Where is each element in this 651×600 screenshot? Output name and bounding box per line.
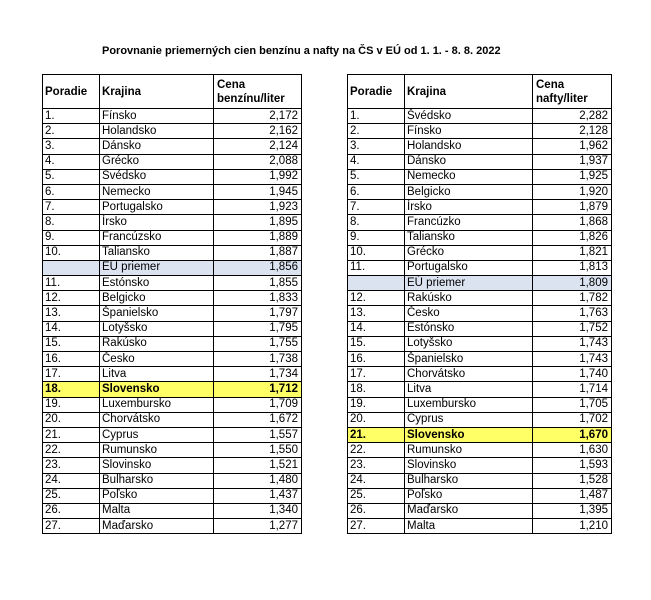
price-cell: 1,740 [533,367,612,382]
price-cell: 1,992 [214,169,302,184]
country-cell: Česko [405,306,533,321]
price-cell: 2,172 [214,109,302,124]
country-cell: Portugalsko [100,200,214,215]
rank-cell: 23. [348,458,405,473]
country-cell: Belgicko [100,291,214,306]
price-cell: 1,480 [214,473,302,488]
rank-cell: 13. [348,306,405,321]
country-cell: Belgicko [405,184,533,199]
rank-cell: 21. [43,427,100,442]
rank-cell: 25. [43,488,100,503]
price-cell: 1,670 [533,427,612,442]
country-cell: Grécko [405,245,533,260]
table-row [43,488,302,503]
country-cell: Maďarsko [100,519,214,534]
table-row [43,124,302,139]
rank-cell: 5. [43,169,100,184]
price-cell: 1,797 [214,306,302,321]
column-header-rank: Poradie [43,75,100,109]
table-row [43,291,302,306]
rank-cell: 14. [43,321,100,336]
price-cell: 1,763 [533,306,612,321]
column-header-country: Krajina [405,75,533,109]
country-cell: Dánsko [405,154,533,169]
country-cell: Malta [100,503,214,518]
rank-cell: 14. [348,321,405,336]
country-cell: Španielsko [100,306,214,321]
country-cell: Fínsko [405,124,533,139]
country-cell: Luxembursko [100,397,214,412]
rank-cell: 17. [43,367,100,382]
price-cell: 1,630 [533,443,612,458]
highlighted-row [43,382,302,397]
table-row [43,503,302,518]
rank-cell: 19. [43,397,100,412]
table-row [43,321,302,336]
country-cell: Malta [405,519,533,534]
country-cell: Nemecko [405,169,533,184]
country-cell: Francúzko [405,215,533,230]
rank-cell: 6. [43,184,100,199]
price-cell: 1,743 [533,352,612,367]
rank-cell: 11. [348,260,405,275]
table-row [348,230,612,245]
price-cell: 1,868 [533,215,612,230]
price-cell: 1,962 [533,139,612,154]
rank-cell: 10. [43,245,100,260]
table-header-row [43,75,302,109]
table-row [43,367,302,382]
rank-cell: 20. [348,412,405,427]
country-cell: Luxembursko [405,397,533,412]
table-row [348,397,612,412]
table-row [348,367,612,382]
price-cell: 1,593 [533,458,612,473]
price-cell: 1,879 [533,200,612,215]
price-cell: 1,705 [533,397,612,412]
table-row [348,184,612,199]
country-cell: Švédsko [405,109,533,124]
table-row [43,169,302,184]
rank-cell: 13. [43,306,100,321]
rank-cell: 26. [348,503,405,518]
country-cell: Slovensko [405,427,533,442]
country-cell: Litva [100,367,214,382]
country-cell: Rakúsko [405,291,533,306]
price-cell: 1,437 [214,488,302,503]
price-cell: 1,923 [214,200,302,215]
rank-cell: 9. [348,230,405,245]
country-cell: Fínsko [100,109,214,124]
rank-cell: 27. [348,519,405,534]
country-cell: Cyprus [405,412,533,427]
price-cell: 1,487 [533,488,612,503]
country-cell: Rumunsko [405,443,533,458]
page-title: Porovnanie priemerných cien benzínu a nafty na ČS v EÚ od 1. 1. - 8. 8. 2022 [102,45,501,57]
table-row [348,503,612,518]
table-row [348,488,612,503]
rank-cell: 12. [348,291,405,306]
column-header-country: Krajina [100,75,214,109]
price-cell: 1,709 [214,397,302,412]
table-row [43,184,302,199]
price-cell: 1,277 [214,519,302,534]
rank-cell: 4. [348,154,405,169]
price-cell: 1,557 [214,427,302,442]
country-cell: Lotyšsko [405,336,533,351]
column-header-price: Cena nafty/liter [533,75,612,109]
table-row [348,519,612,534]
rank-cell: 23. [43,458,100,473]
table-row [348,473,612,488]
table-row [43,443,302,458]
table-row [348,260,612,275]
rank-cell: 15. [43,336,100,351]
highlighted-row [348,427,612,442]
table-row [348,291,612,306]
rank-cell: 7. [43,200,100,215]
table-row [43,427,302,442]
table-row [348,215,612,230]
rank-cell: 3. [348,139,405,154]
price-cell: 1,821 [533,245,612,260]
country-cell: Lotyšsko [100,321,214,336]
table-row [43,109,302,124]
country-cell: Slovinsko [405,458,533,473]
rank-cell: 12. [43,291,100,306]
column-header-rank: Poradie [348,75,405,109]
country-cell: Rakúsko [100,336,214,351]
table-row [348,336,612,351]
table-row [43,336,302,351]
price-cell: 1,734 [214,367,302,382]
country-cell: Rumunsko [100,443,214,458]
price-cell: 1,813 [533,260,612,275]
rank-cell: 16. [348,352,405,367]
rank-cell: 15. [348,336,405,351]
rank-cell: 9. [43,230,100,245]
table-row [348,443,612,458]
price-cell: 1,920 [533,184,612,199]
country-cell: Taliansko [405,230,533,245]
price-cell: 1,755 [214,336,302,351]
table-row [43,154,302,169]
rank-cell: 25. [348,488,405,503]
eu-average-row [43,260,302,275]
table-row [43,306,302,321]
column-header-price: Cena benzínu/liter [214,75,302,109]
price-cell: 1,895 [214,215,302,230]
country-cell: Taliansko [100,245,214,260]
rank-cell: 11. [43,276,100,291]
rank-cell: 8. [43,215,100,230]
table-row [348,306,612,321]
country-cell: Írsko [100,215,214,230]
rank-cell: 24. [348,473,405,488]
table-row [348,352,612,367]
price-cell: 1,743 [533,336,612,351]
table-body [43,109,302,534]
price-cell: 1,925 [533,169,612,184]
country-cell: Estónsko [100,276,214,291]
rank-cell: 1. [43,109,100,124]
table-row [348,412,612,427]
country-cell: Chorvátsko [405,367,533,382]
table-row [43,139,302,154]
price-cell: 1,672 [214,412,302,427]
country-cell: Francúzsko [100,230,214,245]
price-cell: 1,856 [214,260,302,275]
country-cell: Chorvátsko [100,412,214,427]
country-cell: Maďarsko [405,503,533,518]
country-cell: Poľsko [100,488,214,503]
country-cell: Holandsko [405,139,533,154]
table-row [348,321,612,336]
rank-cell: 20. [43,412,100,427]
price-cell: 1,395 [533,503,612,518]
country-cell: Bulharsko [100,473,214,488]
price-cell: 1,521 [214,458,302,473]
country-cell: Slovinsko [100,458,214,473]
price-cell: 1,714 [533,382,612,397]
rank-cell: 2. [348,124,405,139]
price-cell: 1,712 [214,382,302,397]
rank-cell: 26. [43,503,100,518]
table-row [348,245,612,260]
country-cell: EÚ priemer [100,260,214,275]
rank-cell: 21. [348,427,405,442]
rank-cell: 19. [348,397,405,412]
country-cell: Bulharsko [405,473,533,488]
rank-cell: 5. [348,169,405,184]
price-cell: 1,210 [533,519,612,534]
country-cell: Slovensko [100,382,214,397]
table-row [43,519,302,534]
price-cell: 1,887 [214,245,302,260]
price-cell: 2,282 [533,109,612,124]
price-cell: 1,833 [214,291,302,306]
price-cell: 1,738 [214,352,302,367]
price-cell: 1,550 [214,443,302,458]
rank-cell: 22. [348,443,405,458]
country-cell: Švédsko [100,169,214,184]
rank-cell: 6. [348,184,405,199]
rank-cell: 18. [43,382,100,397]
rank-cell: 2. [43,124,100,139]
rank-cell: 27. [43,519,100,534]
country-cell: Česko [100,352,214,367]
rank-cell: 3. [43,139,100,154]
table-row [43,200,302,215]
rank-cell: 17. [348,367,405,382]
country-cell: Poľsko [405,488,533,503]
table-row [348,458,612,473]
table-row [43,276,302,291]
table-body [348,109,612,534]
rank-cell: 8. [348,215,405,230]
table-row [348,139,612,154]
rank-cell: 1. [348,109,405,124]
country-cell: Grécko [100,154,214,169]
price-cell: 2,124 [214,139,302,154]
price-cell: 1,340 [214,503,302,518]
price-cell: 1,528 [533,473,612,488]
country-cell: Írsko [405,200,533,215]
price-cell: 2,162 [214,124,302,139]
country-cell: Dánsko [100,139,214,154]
country-cell: Cyprus [100,427,214,442]
table-header-row [348,75,612,109]
country-cell: Portugalsko [405,260,533,275]
price-cell: 1,889 [214,230,302,245]
country-cell: Estónsko [405,321,533,336]
rank-cell: 16. [43,352,100,367]
country-cell: Nemecko [100,184,214,199]
country-cell: EÚ priemer [405,276,533,291]
price-cell: 2,088 [214,154,302,169]
price-cell: 1,782 [533,291,612,306]
table-row [43,245,302,260]
price-cell: 1,809 [533,276,612,291]
price-cell: 1,937 [533,154,612,169]
table-row [348,109,612,124]
rank-cell: 4. [43,154,100,169]
price-cell: 1,752 [533,321,612,336]
price-cell: 1,855 [214,276,302,291]
rank-cell: 24. [43,473,100,488]
country-cell: Litva [405,382,533,397]
rank-cell [43,260,100,275]
table-row [43,397,302,412]
table-row [43,412,302,427]
table-row [43,352,302,367]
price-cell: 1,826 [533,230,612,245]
table-row [43,458,302,473]
table-row [348,382,612,397]
table-row [348,200,612,215]
table-row [43,215,302,230]
rank-cell: 18. [348,382,405,397]
petrol-price-table [42,74,302,534]
table-row [43,473,302,488]
table-row [348,154,612,169]
table-row [348,124,612,139]
price-cell: 1,702 [533,412,612,427]
price-cell: 2,128 [533,124,612,139]
price-cell: 1,945 [214,184,302,199]
rank-cell: 22. [43,443,100,458]
country-cell: Holandsko [100,124,214,139]
table-row [43,230,302,245]
country-cell: Španielsko [405,352,533,367]
eu-average-row [348,276,612,291]
rank-cell: 7. [348,200,405,215]
diesel-price-table [347,74,612,534]
price-cell: 1,795 [214,321,302,336]
rank-cell [348,276,405,291]
rank-cell: 10. [348,245,405,260]
table-row [348,169,612,184]
